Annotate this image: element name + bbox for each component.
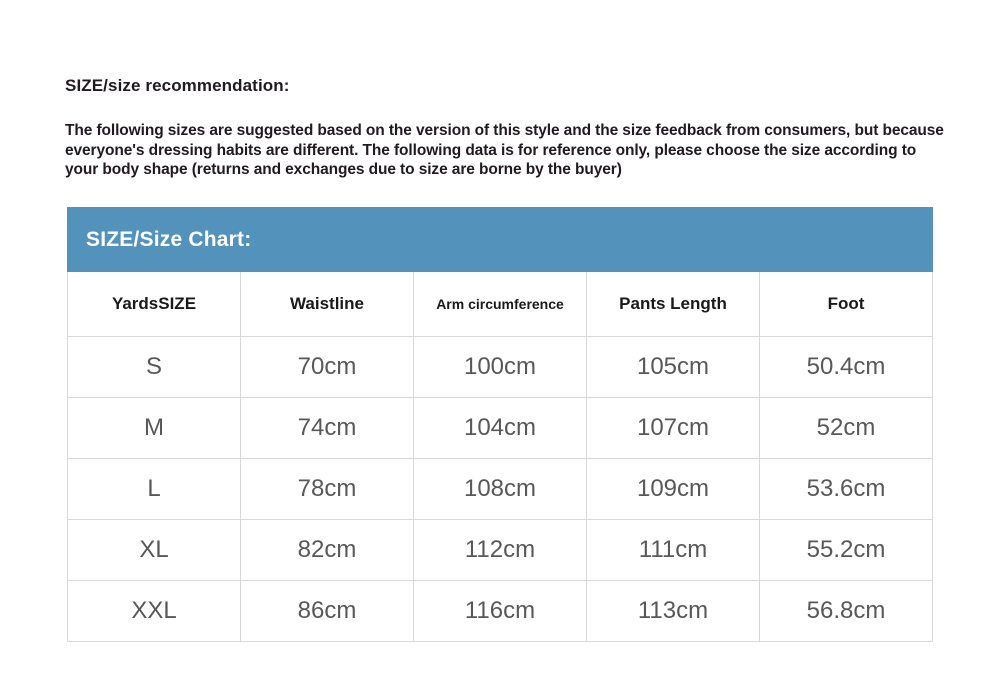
table-row-xxl bbox=[68, 581, 933, 642]
waistline-cell: 82cm bbox=[241, 520, 414, 581]
arm-circumference-cell: 112cm bbox=[414, 520, 587, 581]
size-cell: XL bbox=[68, 520, 241, 581]
arm-circumference-cell: 116cm bbox=[414, 581, 587, 642]
size-table-body bbox=[68, 337, 933, 642]
table-row-xl bbox=[68, 520, 933, 581]
size-chart-title: SIZE/Size Chart: bbox=[86, 227, 252, 251]
size-chart-section bbox=[67, 207, 933, 642]
size-cell: S bbox=[68, 337, 241, 398]
pants-length-cell: 111cm bbox=[587, 520, 760, 581]
size-chart-title-bar bbox=[67, 207, 933, 272]
size-cell: XXL bbox=[68, 581, 241, 642]
foot-cell: 56.8cm bbox=[760, 581, 933, 642]
header-yards-size: YardsSIZE bbox=[68, 272, 241, 337]
pants-length-cell: 105cm bbox=[587, 337, 760, 398]
pants-length-cell: 107cm bbox=[587, 398, 760, 459]
pants-length-cell: 113cm bbox=[587, 581, 760, 642]
size-table-header bbox=[68, 272, 933, 337]
foot-cell: 52cm bbox=[760, 398, 933, 459]
table-row-m bbox=[68, 398, 933, 459]
foot-cell: 55.2cm bbox=[760, 520, 933, 581]
header-waistline: Waistline bbox=[241, 272, 414, 337]
foot-cell: 53.6cm bbox=[760, 459, 933, 520]
arm-circumference-cell: 104cm bbox=[414, 398, 587, 459]
waistline-cell: 70cm bbox=[241, 337, 414, 398]
foot-cell: 50.4cm bbox=[760, 337, 933, 398]
size-table bbox=[67, 272, 933, 642]
header-arm-circumference: Arm circumference bbox=[414, 272, 587, 337]
waistline-cell: 86cm bbox=[241, 581, 414, 642]
header-row bbox=[68, 272, 933, 337]
size-cell: L bbox=[68, 459, 241, 520]
size-recommendation-heading: SIZE/size recommendation: bbox=[65, 76, 290, 95]
arm-circumference-cell: 108cm bbox=[414, 459, 587, 520]
pants-length-cell: 109cm bbox=[587, 459, 760, 520]
table-row-l bbox=[68, 459, 933, 520]
header-pants-length: Pants Length bbox=[587, 272, 760, 337]
table-row-s bbox=[68, 337, 933, 398]
arm-circumference-cell: 100cm bbox=[414, 337, 587, 398]
size-recommendation-text: The following sizes are suggested based on the version of this style and the size feedback from consumers, but because everyone's dressing habits are different. The following data is for reference only, please choose the size according to your body shape (returns and exchanges due to size are borne by the buyer) bbox=[65, 122, 944, 178]
size-cell: M bbox=[68, 398, 241, 459]
header-foot: Foot bbox=[760, 272, 933, 337]
waistline-cell: 74cm bbox=[241, 398, 414, 459]
waistline-cell: 78cm bbox=[241, 459, 414, 520]
